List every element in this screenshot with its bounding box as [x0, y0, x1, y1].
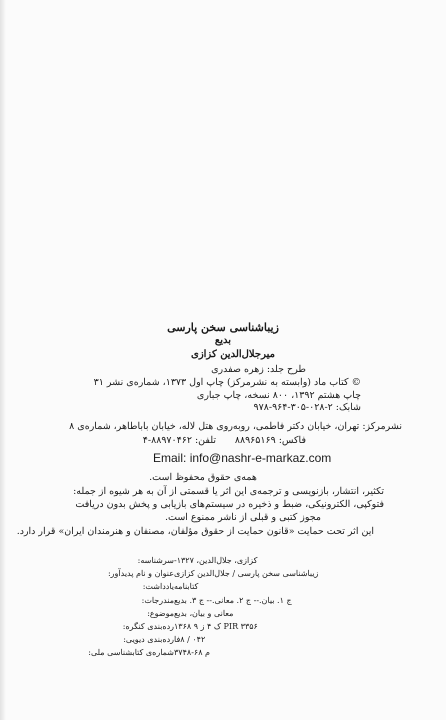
catalog-row	[88, 634, 388, 647]
rights-reserved: همه‌ی حقوق محفوظ است.	[149, 472, 257, 483]
copyright-line: © کتاب ماد (وابسته به نشرمرکز) چاپ اول ۱۳۷۳، شماره‌ی نشر ۳۱	[93, 377, 361, 388]
catalog-label: مندرجات:	[141, 595, 174, 605]
catalog-row	[88, 555, 388, 568]
cataloging-table	[88, 555, 388, 661]
catalog-row	[88, 568, 388, 581]
publisher-phone: تلفن: ۸۸۹۷۰۴۶۲-۴	[142, 435, 216, 446]
book-author: میرجلال‌الدین کزازی	[191, 349, 275, 360]
publisher-address: نشرمرکز: تهران، خیابان دکتر فاطمی، روبه‌روی هتل لاله، خیابان باباطاهر، شماره‌ی ۸	[69, 421, 402, 432]
catalog-value: کزازی، جلال‌الدین، ۱۳۲۷-	[174, 556, 258, 565]
rights-line-3: مجوز کتبی و قبلی از ناشر ممنوع است.	[164, 512, 321, 523]
catalog-value: زیباشناسی سخن پارسی / جلال‌الدین کزازی	[174, 569, 319, 579]
catalog-label: یادداشت:	[142, 582, 174, 592]
catalog-value: معانی و بیان، بدیع	[174, 608, 234, 618]
catalog-row	[88, 581, 388, 594]
catalog-row	[88, 621, 388, 634]
catalog-value: کتابنامه	[174, 582, 199, 592]
catalog-value: م ۶۸-۳۷۴۸	[174, 648, 210, 658]
book-subtitle: بدیع	[214, 335, 232, 346]
catalog-value: ج ۱. بیان.-- ج ۲. معانی.-- ج ۳. بدیع	[174, 595, 292, 605]
catalog-label: شماره‌ی کتابشناسی ملی:	[88, 648, 174, 658]
catalog-label: رده‌بندی دیویی:	[123, 635, 174, 645]
rights-line-4: این اثر تحت حمایت «قانون حمایت از حقوق مؤلفان، مصنفان و هنرمندان ایران» قرار دارد.	[16, 526, 374, 537]
catalog-label: رده‌بندی کنگره:	[122, 621, 174, 631]
email-label: Email:	[153, 451, 187, 465]
isbn-line: شابک: ۲-۰۲۸-۳۰۵-۹۶۴-۹۷۸	[253, 402, 361, 413]
book-title: زیباشناسی سخن پارسی	[167, 321, 279, 334]
rights-line-2: فتوکپی، الکترونیکی، ضبط و ذخیره در سیستم‌های بازیابی و پخش بدون دریافت	[75, 499, 384, 510]
catalog-label: سرشناسه:	[137, 556, 174, 565]
catalog-label: موضوع:	[147, 608, 174, 618]
catalog-row	[88, 608, 388, 621]
catalog-row	[88, 595, 388, 608]
publisher-fax: فاکس: ۸۸۹۶۵۱۶۹	[234, 435, 306, 446]
rights-line-1: تکثیر، انتشار، بازنویسی و ترجمه‌ی این اثر یا قسمتی از آن به هر شیوه از جمله:	[73, 486, 384, 497]
catalog-row	[88, 647, 388, 660]
page-edge-shadow	[0, 0, 6, 720]
catalog-value: ۰۴۲ / ۸فا	[174, 635, 206, 645]
edition-line: چاپ هشتم ۱۳۹۲، ۸۰۰ نسخه، چاپ جباری	[196, 390, 361, 401]
email-address: info@nashr-e-markaz.com	[189, 451, 332, 465]
catalog-value: PIR ۳۳۵۶ ک ۴ ز ۹ ۱۳۶۸	[174, 621, 258, 631]
cover-design: طرح جلد: زهره صفدری	[211, 364, 306, 375]
publisher-email	[153, 451, 331, 465]
catalog-label: عنوان و نام پدیدآور:	[107, 569, 174, 579]
